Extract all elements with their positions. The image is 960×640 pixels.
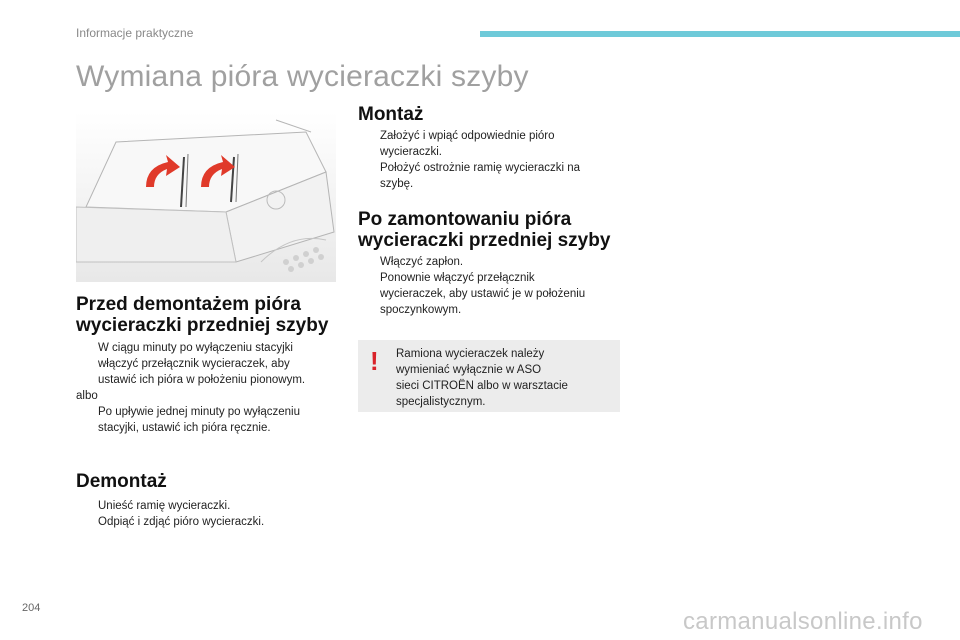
list-item: Włączyć zapłon. [380,256,464,268]
after-installation-list [358,254,628,318]
list-item: Położyć ostrożnie ramię wycieraczki na szybę. [380,162,581,190]
section-heading-after-installation: Po zamontowaniu pióra wycieraczki przedniej szyby [358,209,611,251]
list-item: Odpiąć i zdjąć pióro wycieraczki. [98,516,265,528]
list-item: albo [76,390,98,402]
list-item: Po upływie jednej minuty po wyłączeniu stacyjki, ustawić ich pióra ręcznie. [98,406,300,434]
list-item: W ciągu minuty po wyłączeniu stacyjki włączyć przełącznik wycieraczek, aby ustawić ich pióra w położeniu pionowym. [98,342,306,386]
page-title: Wymiana pióra wycieraczki szyby [76,60,529,93]
section-heading-before-removal: Przed demontażem pióra wycieraczki przedniej szyby [76,294,329,336]
installation-list [358,128,628,192]
accent-bar [480,31,960,37]
before-removal-list [76,340,346,436]
warning-exclamation-icon: ! [370,346,379,376]
warning-text: Ramiona wycieraczek należy wymieniać wyłącznie w ASO sieci CITROËN albo w warsztacie specjalistycznym. [396,348,568,408]
list-item: Ponownie włączyć przełącznik wycieraczek, aby ustawić je w położeniu spoczynkowym. [380,272,586,316]
list-item: Założyć i wpiąć odpowiednie pióro wycieraczki. [380,130,555,158]
warning-box [358,340,620,412]
windscreen-wipers-raised-illustration [76,112,336,282]
section-heading-removal: Demontaż [76,471,167,492]
section-heading-installation: Montaż [358,104,424,125]
page-number: 204 [22,602,41,614]
removal-list [76,498,346,530]
list-item: Unieść ramię wycieraczki. [98,500,231,512]
watermark: carmanualsonline.info [683,608,923,635]
section-label: Informacje praktyczne [76,26,194,40]
